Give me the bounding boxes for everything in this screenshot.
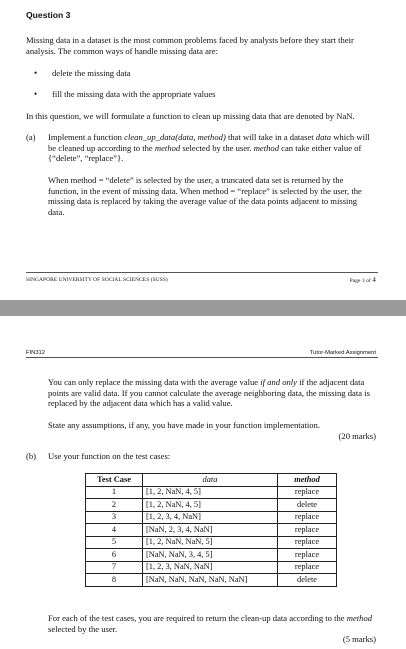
assumptions-paragraph: State any assumptions, if any, you have made in your function implementation. [48,420,320,430]
marks-part-b: (5 marks) [342,634,376,644]
test-case-id: 7 [86,561,143,574]
test-case-data: [1, 2, NaN, 4, 5] [143,486,278,499]
test-case-method: replace [278,511,337,524]
test-case-data: [1, 2, NaN, 4, 5] [143,499,278,512]
test-case-id: 8 [86,574,143,587]
test-case-method: replace [278,536,337,549]
page-separator [0,300,406,316]
question-title: Question 3 [26,10,71,20]
table-row [86,511,337,524]
column-header-test-case: Test Case [86,474,143,487]
page-3 [0,0,406,300]
table-header-row [86,474,337,487]
part-a-paragraph-2: When method = “delete” is selected by the user, a truncated data set is returned by the function, in the event of missing data. When method = “replace” is selected by the user, the missing data is replaced by taking the average value of the data points adjacent to missing data. [48,175,362,217]
footer-university: SINGAPORE UNIVERSITY OF SOCIAL SCIENCES (SUSS) [26,277,168,283]
part-a-label: (a) [26,132,36,142]
table-row [86,536,337,549]
bullet-icon: • [34,68,38,78]
part-a-paragraph-1: Implement a function clean_up_data(data, method) that will take in a dataset data which will be cleaned up according to the method selected by the user. method can take either value of {“delete”, “replace”}. [48,132,370,164]
test-case-id: 6 [86,549,143,562]
intro-paragraph: Missing data in a dataset is the most common problems faced by analysts before they start their analysis. The common ways of handle missing data are: [26,35,354,56]
page-4 [0,316,406,649]
test-case-table [85,473,337,587]
footer-rule [26,272,378,273]
column-header-method: method [278,474,337,487]
table-row [86,499,337,512]
footer-page-number: Page 3 of 4 [349,276,376,284]
lead-paragraph: In this question, we will formulate a function to clean up missing data that are denoted by NaN. [26,111,355,121]
table-row [86,561,337,574]
test-case-data: [NaN, NaN, NaN, NaN, NaN] [143,574,278,587]
part-b-label: (b) [26,451,37,461]
course-code: FIN312 [26,350,46,356]
test-case-method: delete [278,574,337,587]
test-case-data: [1, 2, 3, 4, NaN] [143,511,278,524]
closing-paragraph: For each of the test cases, you are required to return the clean-up data according to the method selected by the user. [48,613,373,634]
test-case-method: replace [278,524,337,537]
test-case-data: [NaN, NaN, 3, 4, 5] [143,549,278,562]
test-case-method: replace [278,561,337,574]
table-row [86,524,337,537]
marks-part-a: (20 marks) [338,431,376,441]
column-header-data: data [143,474,278,487]
bullet-item-delete: delete the missing data [52,68,131,78]
test-case-data: [1, 2, 3, NaN, NaN] [143,561,278,574]
test-case-method: replace [278,486,337,499]
table-row [86,549,337,562]
test-case-id: 4 [86,524,143,537]
assignment-type: Tutor-Marked Assignment [309,350,376,356]
test-case-id: 1 [86,486,143,499]
test-case-id: 2 [86,499,143,512]
test-case-data: [NaN, 2, 3, 4, NaN] [143,524,278,537]
test-case-method: delete [278,499,337,512]
test-case-method: replace [278,549,337,562]
table-row [86,486,337,499]
table-row [86,574,337,587]
header-rule [26,357,378,358]
test-case-id: 5 [86,536,143,549]
part-b-text: Use your function on the test cases: [48,451,171,461]
test-case-data: [1, 2, NaN, NaN, 5] [143,536,278,549]
bullet-icon: • [34,89,38,99]
replace-rule-paragraph: You can only replace the missing data with the average value if and only if the adjacent data points are valid data. If you cannot calculate the average neighboring data, the missing data is replaced by the adjacent data which has a valid value. [48,377,370,409]
test-case-id: 3 [86,511,143,524]
bullet-item-fill: fill the missing data with the appropriate values [52,89,216,99]
